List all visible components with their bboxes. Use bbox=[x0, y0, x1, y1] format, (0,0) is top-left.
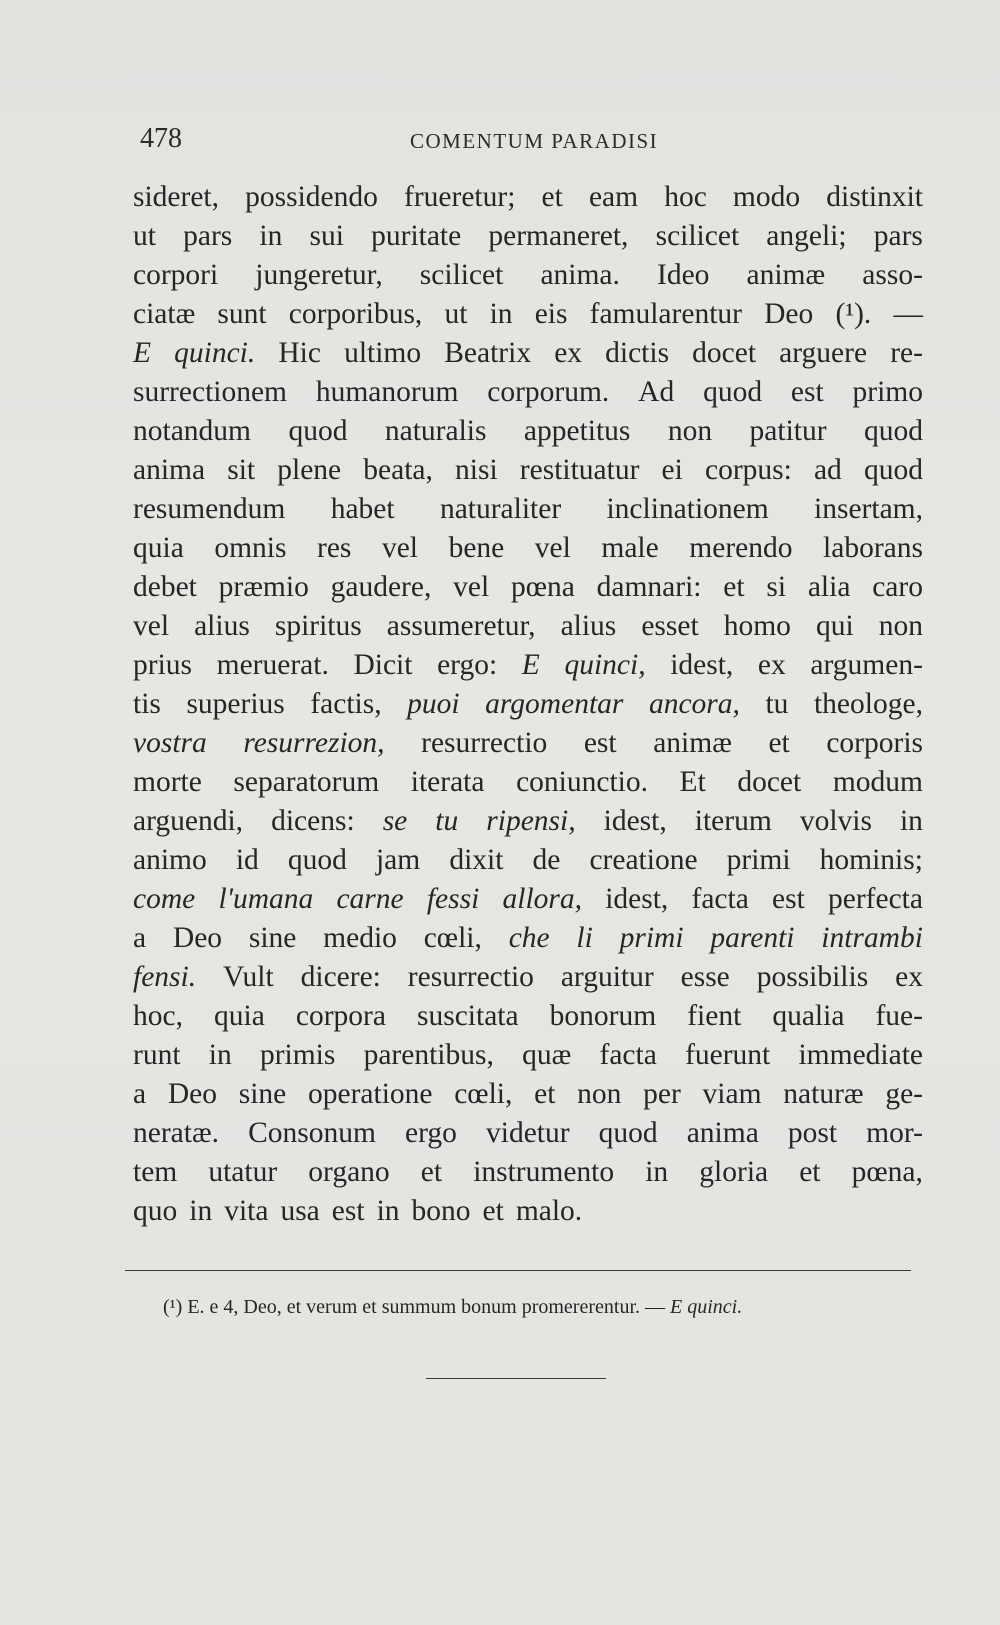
word: et bbox=[420, 1156, 443, 1188]
text-line bbox=[133, 178, 923, 217]
word: alius bbox=[560, 610, 617, 642]
word: videtur bbox=[486, 1117, 570, 1149]
word: alia bbox=[807, 571, 851, 603]
word: corporis bbox=[826, 727, 923, 759]
word: Deo bbox=[172, 922, 223, 954]
word: animæ bbox=[746, 259, 826, 291]
word: fient bbox=[687, 1000, 742, 1032]
word: non bbox=[577, 1078, 622, 1110]
word: vel bbox=[381, 532, 419, 564]
word: est bbox=[772, 883, 805, 915]
word: hoc, bbox=[133, 1000, 183, 1032]
italic-word: come bbox=[133, 883, 196, 915]
word: ei bbox=[661, 454, 683, 486]
italic-word: carne bbox=[336, 883, 404, 915]
word: anima bbox=[686, 1117, 759, 1149]
word: bono bbox=[411, 1195, 471, 1227]
word: docet bbox=[692, 337, 757, 369]
word: Dicit bbox=[353, 649, 413, 681]
word: neratæ. bbox=[133, 1117, 220, 1149]
word: viam bbox=[702, 1078, 762, 1110]
word: idest, bbox=[605, 883, 669, 915]
word: ge- bbox=[885, 1078, 923, 1110]
word: primi bbox=[726, 844, 791, 876]
word: fue- bbox=[875, 1000, 923, 1032]
word: tem bbox=[133, 1156, 178, 1188]
word: in bbox=[489, 298, 513, 330]
word: superius bbox=[186, 688, 285, 720]
word: anima. bbox=[540, 259, 620, 291]
word: naturæ bbox=[783, 1078, 864, 1110]
word: post bbox=[787, 1117, 838, 1149]
word: est bbox=[331, 1195, 365, 1227]
word: tis bbox=[133, 688, 161, 720]
page-number: 478 bbox=[140, 123, 182, 154]
footnote-italic-tail: E quinci. bbox=[670, 1296, 743, 1318]
word: pars bbox=[183, 220, 233, 252]
word: factis, bbox=[310, 688, 382, 720]
word: creatione bbox=[589, 844, 698, 876]
footnote bbox=[163, 1296, 923, 1319]
word: est bbox=[790, 376, 824, 408]
word: morte bbox=[133, 766, 202, 798]
word: in bbox=[189, 1195, 213, 1227]
word: caro bbox=[872, 571, 923, 603]
text-line bbox=[133, 490, 923, 529]
word: et bbox=[541, 181, 563, 213]
word: primis bbox=[259, 1039, 336, 1071]
word: Vult bbox=[223, 961, 274, 993]
italic-word: resurrezion, bbox=[243, 727, 385, 759]
word: medio bbox=[323, 922, 397, 954]
word: animo bbox=[133, 844, 207, 876]
word: distinxit bbox=[826, 181, 923, 213]
italic-word: ancora, bbox=[648, 688, 740, 720]
word: utatur bbox=[208, 1156, 278, 1188]
text-line bbox=[133, 958, 923, 997]
word: ut bbox=[133, 220, 156, 252]
word: corpori bbox=[133, 259, 219, 291]
word: vel bbox=[133, 610, 170, 642]
text-line bbox=[133, 646, 923, 685]
word: in bbox=[899, 805, 923, 837]
word: quod bbox=[287, 844, 347, 876]
word: instrumento bbox=[473, 1156, 615, 1188]
italic-word: quinci, bbox=[564, 649, 646, 681]
word: cœli, bbox=[423, 922, 482, 954]
word: quæ bbox=[522, 1039, 572, 1071]
text-line bbox=[133, 724, 923, 763]
word: tu bbox=[765, 688, 789, 720]
word: animæ bbox=[653, 727, 732, 759]
footnote-marker: (¹) bbox=[163, 1296, 183, 1318]
word: non bbox=[667, 415, 713, 447]
word: modo bbox=[732, 181, 801, 213]
word: ex bbox=[554, 337, 583, 369]
word: Beatrix bbox=[444, 337, 532, 369]
italic-word: se bbox=[382, 805, 408, 837]
word: corpus: bbox=[704, 454, 792, 486]
word: bonorum bbox=[549, 1000, 657, 1032]
word: facta bbox=[691, 883, 749, 915]
word: nisi bbox=[455, 454, 498, 486]
word: sine bbox=[248, 922, 297, 954]
word: facta bbox=[599, 1039, 657, 1071]
text-line bbox=[133, 217, 923, 256]
word: vel bbox=[534, 532, 571, 564]
text-line bbox=[133, 1192, 923, 1231]
word: beata, bbox=[363, 454, 433, 486]
word: — bbox=[893, 298, 923, 330]
word: Ad bbox=[638, 376, 675, 408]
text-line bbox=[133, 919, 923, 958]
italic-word: tu bbox=[435, 805, 459, 837]
word: quod bbox=[598, 1117, 658, 1149]
word: assumeretur, bbox=[386, 610, 536, 642]
word: possibilis bbox=[756, 961, 869, 993]
word: docet bbox=[737, 766, 802, 798]
italic-word: quinci. bbox=[174, 337, 256, 369]
word: ergo bbox=[405, 1117, 457, 1149]
text-line bbox=[133, 373, 923, 412]
word: ex bbox=[757, 649, 786, 681]
word: modum bbox=[832, 766, 923, 798]
word: asso- bbox=[862, 259, 923, 291]
word: eam bbox=[588, 181, 639, 213]
italic-word: li bbox=[576, 922, 593, 954]
word: mor- bbox=[866, 1117, 923, 1149]
word: operatione bbox=[307, 1078, 433, 1110]
word: gaudere, bbox=[330, 571, 432, 603]
word: angeli; bbox=[766, 220, 847, 252]
word: præmio bbox=[218, 571, 309, 603]
word: habet bbox=[330, 493, 395, 525]
word: sideret, bbox=[133, 181, 220, 213]
word: sine bbox=[238, 1078, 287, 1110]
word: quia bbox=[214, 1000, 265, 1032]
word: runt bbox=[133, 1039, 181, 1071]
word: iterum bbox=[694, 805, 772, 837]
word: Et bbox=[679, 766, 706, 798]
word: dicere: bbox=[300, 961, 381, 993]
page-header bbox=[140, 123, 910, 163]
word: res bbox=[317, 532, 352, 564]
text-line bbox=[133, 997, 923, 1036]
word: esset bbox=[641, 610, 699, 642]
word: scilicet bbox=[655, 220, 740, 252]
word: id bbox=[235, 844, 259, 876]
word: debet bbox=[133, 571, 197, 603]
text-line bbox=[133, 529, 923, 568]
word: a bbox=[133, 1078, 147, 1110]
word: frueretur; bbox=[404, 181, 516, 213]
footnote-rule bbox=[125, 1270, 911, 1271]
word: gloria bbox=[699, 1156, 769, 1188]
text-line bbox=[133, 412, 923, 451]
word: naturalis bbox=[384, 415, 487, 447]
word: et bbox=[723, 571, 745, 603]
word: arguendi, bbox=[133, 805, 244, 837]
word: insertam, bbox=[814, 493, 923, 525]
word: spiritus bbox=[274, 610, 362, 642]
word: parentibus, bbox=[363, 1039, 494, 1071]
word: dixit bbox=[449, 844, 504, 876]
word: re- bbox=[890, 337, 923, 369]
word: volvis bbox=[799, 805, 872, 837]
text-line bbox=[133, 1036, 923, 1075]
word: in bbox=[208, 1039, 232, 1071]
word: cœli, bbox=[454, 1078, 513, 1110]
word: patitur bbox=[749, 415, 827, 447]
text-line bbox=[133, 841, 923, 880]
text-line bbox=[133, 1075, 923, 1114]
word: est bbox=[583, 727, 617, 759]
word: scilicet bbox=[419, 259, 504, 291]
text-line bbox=[133, 334, 923, 373]
word: separatorum bbox=[233, 766, 380, 798]
word: corpora bbox=[295, 1000, 386, 1032]
word: iterata bbox=[410, 766, 485, 798]
word: corporum. bbox=[487, 376, 610, 408]
word: et bbox=[482, 1195, 504, 1227]
italic-word: parenti bbox=[710, 922, 795, 954]
word: quo bbox=[133, 1195, 178, 1227]
word: pœna, bbox=[851, 1156, 923, 1188]
text-line bbox=[133, 256, 923, 295]
word: naturaliter bbox=[439, 493, 562, 525]
word: notandum bbox=[133, 415, 251, 447]
word: dicens: bbox=[271, 805, 355, 837]
word: de bbox=[532, 844, 561, 876]
word: damnari: bbox=[596, 571, 702, 603]
italic-word: l'umana bbox=[218, 883, 314, 915]
word: per bbox=[643, 1078, 681, 1110]
word: Consonum bbox=[248, 1117, 376, 1149]
word: si bbox=[766, 571, 787, 603]
word: theologe, bbox=[813, 688, 923, 720]
word: et bbox=[768, 727, 790, 759]
word: in bbox=[376, 1195, 400, 1227]
word: ciatæ bbox=[133, 298, 196, 330]
italic-word: ripensi, bbox=[486, 805, 576, 837]
word: jungeretur, bbox=[255, 259, 383, 291]
word: jam bbox=[375, 844, 421, 876]
word: sunt bbox=[217, 298, 267, 330]
body-text bbox=[133, 178, 923, 1231]
word: primo bbox=[852, 376, 923, 408]
word: anima bbox=[133, 454, 206, 486]
word: eis bbox=[534, 298, 568, 330]
word: coniunctio. bbox=[516, 766, 648, 798]
word: arguitur bbox=[560, 961, 654, 993]
word: restituatur bbox=[519, 454, 640, 486]
footnote-text: E. e 4, Deo, et verum et summum bonum promererentur. — bbox=[187, 1296, 665, 1318]
word: male bbox=[601, 532, 659, 564]
word: malo. bbox=[515, 1195, 583, 1227]
text-line bbox=[133, 1153, 923, 1192]
italic-word: vostra bbox=[133, 727, 207, 759]
word: hominis; bbox=[819, 844, 923, 876]
word: ex bbox=[895, 961, 923, 993]
word: organo bbox=[308, 1156, 390, 1188]
italic-word: primi bbox=[619, 922, 684, 954]
word: resurrectio bbox=[421, 727, 548, 759]
word: Hic bbox=[278, 337, 321, 369]
italic-word: argomentar bbox=[485, 688, 624, 720]
word: suscitata bbox=[417, 1000, 519, 1032]
word: inclinationem bbox=[606, 493, 769, 525]
italic-word: fessi bbox=[426, 883, 480, 915]
word: et bbox=[534, 1078, 556, 1110]
italic-word: E bbox=[521, 649, 540, 681]
word: humanorum bbox=[315, 376, 459, 408]
text-line bbox=[133, 295, 923, 334]
word: alius bbox=[194, 610, 250, 642]
text-line bbox=[133, 451, 923, 490]
text-line bbox=[133, 607, 923, 646]
word: esse bbox=[680, 961, 730, 993]
word: puritate bbox=[371, 220, 462, 252]
text-line bbox=[133, 763, 923, 802]
word: plene bbox=[277, 454, 342, 486]
running-title: COMENTUM PARADISI bbox=[410, 129, 659, 153]
word: sui bbox=[309, 220, 344, 252]
word: quod bbox=[288, 415, 348, 447]
word: idest, bbox=[603, 805, 667, 837]
word: corporibus, bbox=[288, 298, 423, 330]
text-line bbox=[133, 880, 923, 919]
word: possidendo bbox=[245, 181, 378, 213]
word: laborans bbox=[823, 532, 923, 564]
word: qui bbox=[815, 610, 854, 642]
word: a bbox=[133, 922, 147, 954]
text-line bbox=[133, 802, 923, 841]
word: ultimo bbox=[344, 337, 422, 369]
word: Ideo bbox=[657, 259, 710, 291]
word: merendo bbox=[689, 532, 793, 564]
text-line bbox=[133, 568, 923, 607]
word: arguere bbox=[779, 337, 868, 369]
word: famularentur bbox=[589, 298, 742, 330]
word: ad bbox=[813, 454, 842, 486]
italic-word: fensi. bbox=[133, 961, 197, 993]
italic-word: E bbox=[133, 337, 152, 369]
word: vita bbox=[224, 1195, 269, 1227]
word: meruerat. bbox=[216, 649, 329, 681]
word: bene bbox=[448, 532, 505, 564]
word: surrectionem bbox=[133, 376, 287, 408]
word: et bbox=[799, 1156, 821, 1188]
word: idest, bbox=[670, 649, 734, 681]
end-rule bbox=[426, 1378, 606, 1379]
italic-word: puoi bbox=[407, 688, 460, 720]
word: usa bbox=[280, 1195, 320, 1227]
word: sit bbox=[227, 454, 256, 486]
word: qualia bbox=[772, 1000, 845, 1032]
word: non bbox=[878, 610, 923, 642]
italic-word: allora, bbox=[502, 883, 582, 915]
word: permaneret, bbox=[488, 220, 629, 252]
word: homo bbox=[723, 610, 791, 642]
word: quod bbox=[703, 376, 763, 408]
word: quod bbox=[864, 415, 923, 447]
word: resumendum bbox=[133, 493, 286, 525]
text-line bbox=[133, 1114, 923, 1153]
word: pars bbox=[873, 220, 923, 252]
word: ut bbox=[444, 298, 468, 330]
word: (¹). bbox=[835, 298, 872, 330]
word: appetitus bbox=[523, 415, 631, 447]
word: immediate bbox=[798, 1039, 923, 1071]
word: hoc bbox=[664, 181, 707, 213]
word: Deo bbox=[764, 298, 814, 330]
word: omnis bbox=[214, 532, 287, 564]
word: perfecta bbox=[828, 883, 923, 915]
italic-word: intrambi bbox=[821, 922, 923, 954]
word: resurrectio bbox=[407, 961, 534, 993]
word: in bbox=[645, 1156, 669, 1188]
word: pœna bbox=[510, 571, 575, 603]
text-line bbox=[133, 685, 923, 724]
word: argumen- bbox=[810, 649, 923, 681]
word: dictis bbox=[605, 337, 670, 369]
word: ergo: bbox=[437, 649, 498, 681]
word: in bbox=[259, 220, 283, 252]
word: fuerunt bbox=[685, 1039, 771, 1071]
italic-word: che bbox=[508, 922, 550, 954]
word: quia bbox=[133, 532, 184, 564]
word: quod bbox=[863, 454, 923, 486]
word: Deo bbox=[167, 1078, 217, 1110]
word: prius bbox=[133, 649, 192, 681]
word: vel bbox=[453, 571, 490, 603]
